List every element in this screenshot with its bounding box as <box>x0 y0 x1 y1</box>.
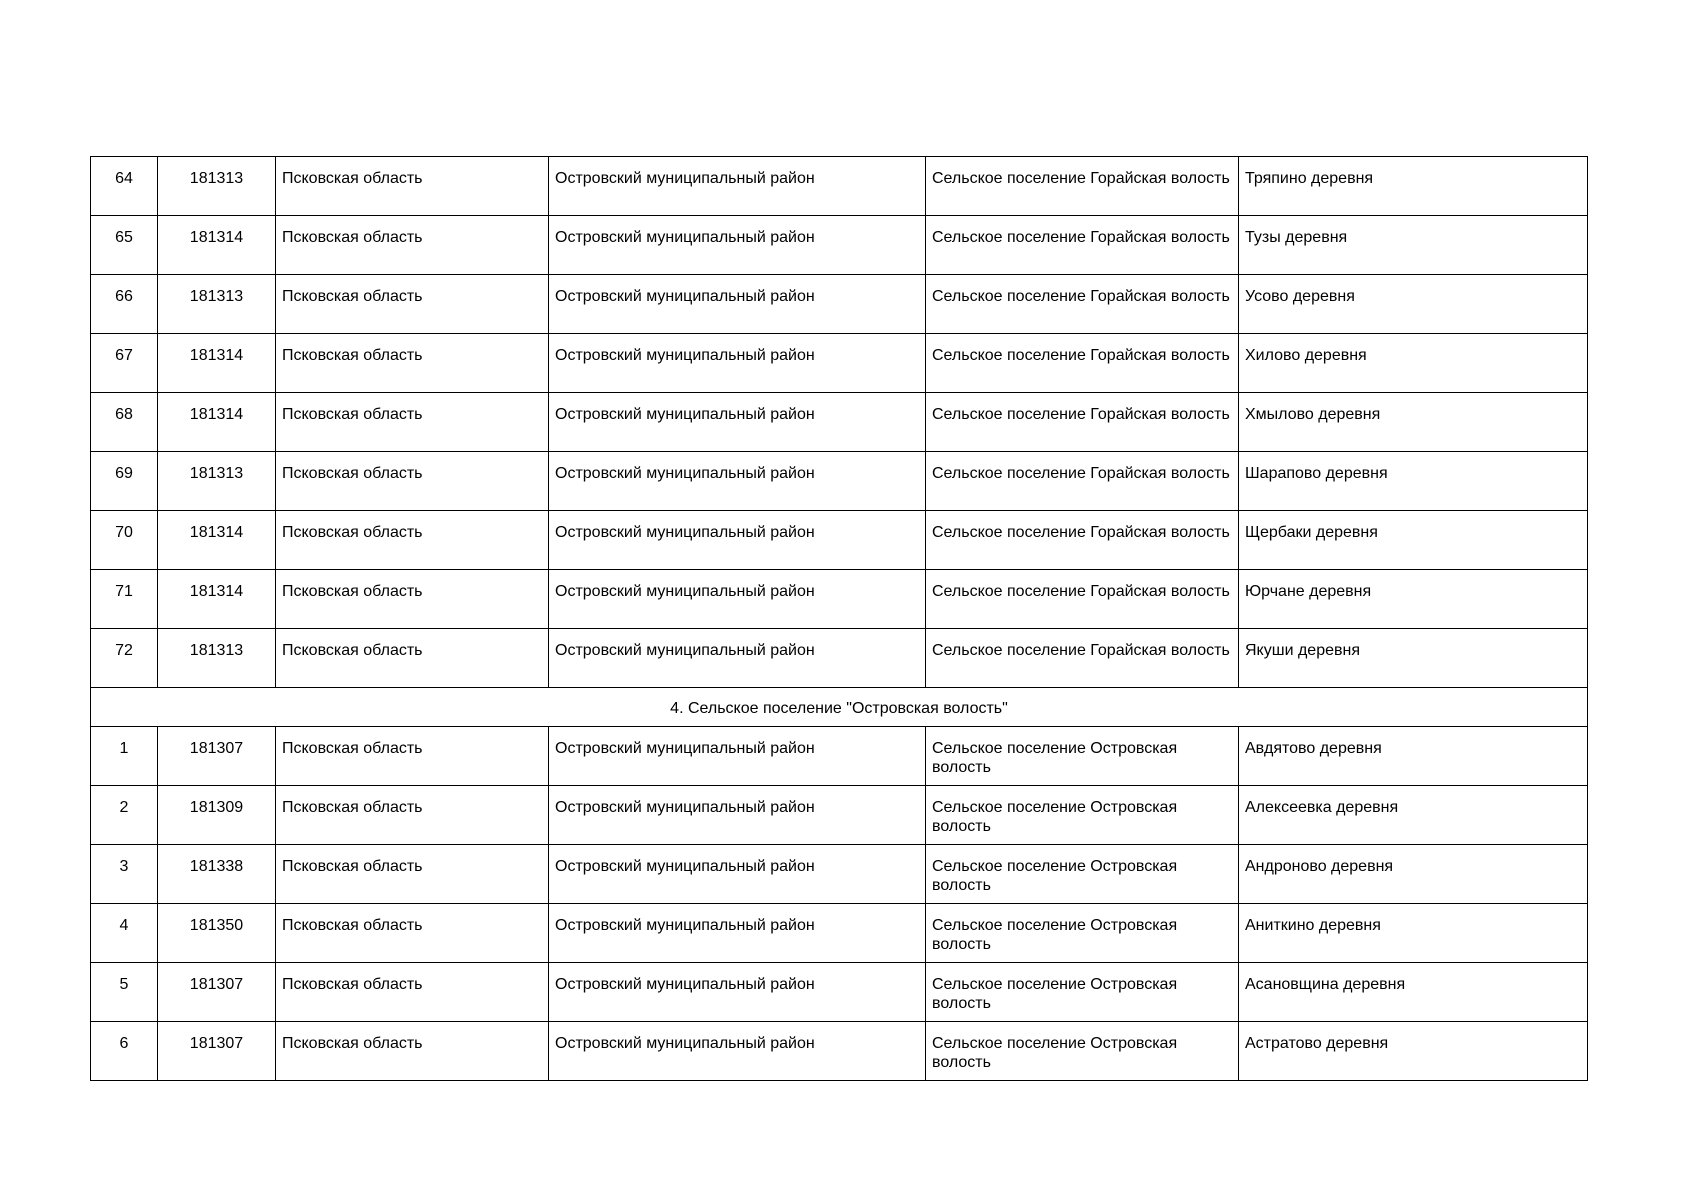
district-cell: Островский муниципальный район <box>549 334 926 393</box>
table-row <box>91 1022 1588 1081</box>
district-cell: Островский муниципальный район <box>549 845 926 904</box>
row-number-cell: 67 <box>91 334 158 393</box>
postal-index-cell: 181313 <box>158 157 276 216</box>
postal-index-cell: 181313 <box>158 452 276 511</box>
region-cell: Псковская область <box>276 727 549 786</box>
postal-index-cell: 181307 <box>158 727 276 786</box>
district-cell: Островский муниципальный район <box>549 904 926 963</box>
table-row <box>91 904 1588 963</box>
postal-index-cell: 181313 <box>158 275 276 334</box>
district-cell: Островский муниципальный район <box>549 786 926 845</box>
district-cell: Островский муниципальный район <box>549 275 926 334</box>
settlement-cell: Сельское поселение Горайская волость <box>926 157 1239 216</box>
district-cell: Островский муниципальный район <box>549 727 926 786</box>
settlement-cell: Сельское поселение Горайская волость <box>926 452 1239 511</box>
row-number-cell: 1 <box>91 727 158 786</box>
settlement-cell: Сельское поселение Островская волость <box>926 727 1239 786</box>
postal-index-cell: 181350 <box>158 904 276 963</box>
table-row <box>91 570 1588 629</box>
locality-cell: Авдятово деревня <box>1239 727 1588 786</box>
row-number-cell: 68 <box>91 393 158 452</box>
locality-cell: Шарапово деревня <box>1239 452 1588 511</box>
region-cell: Псковская область <box>276 511 549 570</box>
settlement-cell: Сельское поселение Островская волость <box>926 963 1239 1022</box>
locality-cell: Юрчане деревня <box>1239 570 1588 629</box>
locality-cell: Хилово деревня <box>1239 334 1588 393</box>
table-row <box>91 845 1588 904</box>
region-cell: Псковская область <box>276 393 549 452</box>
region-cell: Псковская область <box>276 904 549 963</box>
postal-index-cell: 181314 <box>158 570 276 629</box>
settlement-cell: Сельское поселение Горайская волость <box>926 570 1239 629</box>
row-number-cell: 4 <box>91 904 158 963</box>
settlement-cell: Сельское поселение Островская волость <box>926 1022 1239 1081</box>
region-cell: Псковская область <box>276 216 549 275</box>
table-body <box>91 157 1588 1081</box>
row-number-cell: 65 <box>91 216 158 275</box>
settlement-cell: Сельское поселение Горайская волость <box>926 629 1239 688</box>
region-cell: Псковская область <box>276 629 549 688</box>
settlement-cell: Сельское поселение Горайская волость <box>926 393 1239 452</box>
region-cell: Псковская область <box>276 157 549 216</box>
locality-cell: Усово деревня <box>1239 275 1588 334</box>
row-number-cell: 70 <box>91 511 158 570</box>
locality-cell: Тузы деревня <box>1239 216 1588 275</box>
section-header-row <box>91 688 1588 727</box>
table-row <box>91 393 1588 452</box>
region-cell: Псковская область <box>276 845 549 904</box>
region-cell: Псковская область <box>276 570 549 629</box>
district-cell: Островский муниципальный район <box>549 393 926 452</box>
region-cell: Псковская область <box>276 1022 549 1081</box>
table-row <box>91 275 1588 334</box>
district-cell: Островский муниципальный район <box>549 157 926 216</box>
district-cell: Островский муниципальный район <box>549 570 926 629</box>
row-number-cell: 69 <box>91 452 158 511</box>
settlement-cell: Сельское поселение Островская волость <box>926 845 1239 904</box>
region-cell: Псковская область <box>276 334 549 393</box>
settlement-cell: Сельское поселение Островская волость <box>926 786 1239 845</box>
district-cell: Островский муниципальный район <box>549 216 926 275</box>
settlement-cell: Сельское поселение Островская волость <box>926 904 1239 963</box>
row-number-cell: 6 <box>91 1022 158 1081</box>
region-cell: Псковская область <box>276 963 549 1022</box>
settlement-cell: Сельское поселение Горайская волость <box>926 511 1239 570</box>
district-cell: Островский муниципальный район <box>549 1022 926 1081</box>
settlement-cell: Сельское поселение Горайская волость <box>926 334 1239 393</box>
table-row <box>91 157 1588 216</box>
locality-cell: Тряпино деревня <box>1239 157 1588 216</box>
table-row <box>91 216 1588 275</box>
locality-cell: Андроново деревня <box>1239 845 1588 904</box>
region-cell: Псковская область <box>276 452 549 511</box>
postal-index-cell: 181313 <box>158 629 276 688</box>
locality-cell: Алексеевка деревня <box>1239 786 1588 845</box>
section-title: 4. Сельское поселение "Островская волость" <box>91 688 1588 727</box>
settlement-cell: Сельское поселение Горайская волость <box>926 275 1239 334</box>
postal-index-cell: 181314 <box>158 216 276 275</box>
district-cell: Островский муниципальный район <box>549 452 926 511</box>
postal-index-cell: 181314 <box>158 334 276 393</box>
row-number-cell: 5 <box>91 963 158 1022</box>
table-row <box>91 786 1588 845</box>
district-cell: Островский муниципальный район <box>549 511 926 570</box>
postal-index-cell: 181314 <box>158 393 276 452</box>
row-number-cell: 66 <box>91 275 158 334</box>
postal-index-cell: 181338 <box>158 845 276 904</box>
postal-index-cell: 181314 <box>158 511 276 570</box>
locality-cell: Якуши деревня <box>1239 629 1588 688</box>
table-row <box>91 963 1588 1022</box>
row-number-cell: 71 <box>91 570 158 629</box>
settlement-cell: Сельское поселение Горайская волость <box>926 216 1239 275</box>
region-cell: Псковская область <box>276 275 549 334</box>
table-row <box>91 727 1588 786</box>
table-row <box>91 511 1588 570</box>
settlements-table <box>90 156 1588 1081</box>
row-number-cell: 2 <box>91 786 158 845</box>
locality-cell: Щербаки деревня <box>1239 511 1588 570</box>
locality-cell: Астратово деревня <box>1239 1022 1588 1081</box>
district-cell: Островский муниципальный район <box>549 629 926 688</box>
postal-index-cell: 181307 <box>158 1022 276 1081</box>
locality-cell: Асановщина деревня <box>1239 963 1588 1022</box>
table-row <box>91 452 1588 511</box>
district-cell: Островский муниципальный район <box>549 963 926 1022</box>
row-number-cell: 64 <box>91 157 158 216</box>
table-row <box>91 334 1588 393</box>
locality-cell: Аниткино деревня <box>1239 904 1588 963</box>
row-number-cell: 72 <box>91 629 158 688</box>
postal-index-cell: 181307 <box>158 963 276 1022</box>
locality-cell: Хмылово деревня <box>1239 393 1588 452</box>
region-cell: Псковская область <box>276 786 549 845</box>
postal-index-cell: 181309 <box>158 786 276 845</box>
row-number-cell: 3 <box>91 845 158 904</box>
table-row <box>91 629 1588 688</box>
